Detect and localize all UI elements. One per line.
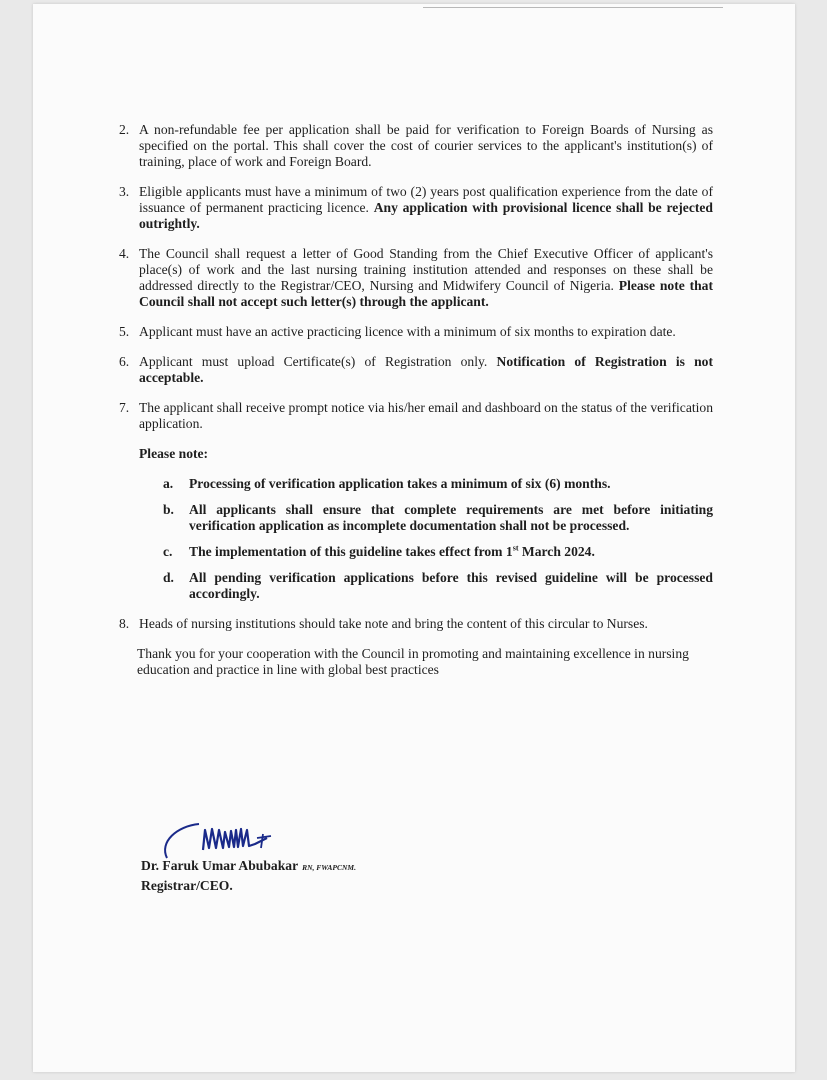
list-item-2 (111, 122, 713, 170)
note-letter: a. (163, 476, 174, 491)
note-item-c (163, 544, 713, 560)
item-text: The Council shall request a letter of Good Standing from the Chief Executive Officer of applicant's place(s) of work and the last nursing training institution attended and responses on these shall be addressed directly to the Registrar/CEO, Nursing and Midwifery Council of Nigeria. (139, 246, 713, 293)
item-number: 3. (119, 184, 130, 199)
note-text: All applicants shall ensure that complete requirements are met before initiating verification application as incomplete documentation shall not be processed. (189, 502, 713, 533)
list-item-4 (111, 246, 713, 310)
item-number: 2. (119, 122, 130, 137)
note-item-a (163, 476, 713, 492)
list-item-3 (111, 184, 713, 232)
note-item-b (163, 502, 713, 534)
note-text: Processing of verification application takes a minimum of six (6) months. (189, 476, 611, 491)
item-text-emphasis: Notification of Registration is not acceptable. (139, 354, 713, 385)
note-text-end: March 2024. (518, 544, 595, 559)
note-letter: b. (163, 502, 174, 517)
note-letter: d. (163, 570, 174, 585)
signature-block (137, 816, 557, 896)
item-number: 5. (119, 324, 130, 339)
list-item-5 (111, 324, 713, 340)
signatory-title: Registrar/CEO. (141, 878, 233, 893)
document-page (33, 4, 795, 1072)
item-number: 6. (119, 354, 130, 369)
item-text: A non-refundable fee per application shall be paid for verification to Foreign Boards of Nursing as specified on the portal. This shall cover the cost of courier services to the applicant's institution(s) of training, place of work and Foreign Board. (139, 122, 713, 169)
handwritten-signature (137, 816, 337, 864)
item-text: Applicant must upload Certificate(s) of Registration only. (139, 354, 497, 369)
signatory-credentials: RN, FWAPCNM. (302, 863, 356, 872)
note-ordinal-suffix: st (512, 543, 519, 553)
item-number: 4. (119, 246, 130, 261)
note-text: The implementation of this guideline takes effect from 1 (189, 544, 513, 559)
item-text-emphasis: Any application with provisional licence shall be rejected outrightly. (139, 200, 713, 231)
item-number: 8. (119, 616, 130, 631)
signatory-name (141, 858, 356, 874)
signatory-name-text: Dr. Faruk Umar Abubakar (141, 858, 299, 873)
circular-body (111, 122, 713, 678)
note-letter: c. (163, 544, 173, 559)
note-text: All pending verification applications before this revised guideline will be processed accordingly. (189, 570, 713, 601)
item-text-emphasis: Please note that Council shall not accept such letter(s) through the applicant. (139, 278, 713, 309)
closing-paragraph: Thank you for your cooperation with the Council in promoting and maintaining excellence in nursing education and practice in line with global best practices (137, 646, 689, 677)
list-item-6 (111, 354, 713, 386)
numbered-list (111, 122, 713, 432)
note-item-d (163, 570, 713, 602)
top-divider (423, 7, 723, 8)
list-item-8 (111, 616, 713, 632)
note-heading: Please note: (139, 446, 209, 461)
item-text: Applicant must have an active practicing licence with a minimum of six months to expiration date. (139, 324, 676, 339)
item-number: 7. (119, 400, 130, 415)
item-text: Eligible applicants must have a minimum of two (2) years post qualification experience from the date of issuance of permanent practicing licence. (139, 184, 713, 215)
item-text: Heads of nursing institutions should take note and bring the content of this circular to Nurses. (139, 616, 648, 631)
item-text: The applicant shall receive prompt notice via his/her email and dashboard on the status of the verification application. (139, 400, 713, 431)
notes-list (163, 476, 713, 602)
list-item-7 (111, 400, 713, 432)
